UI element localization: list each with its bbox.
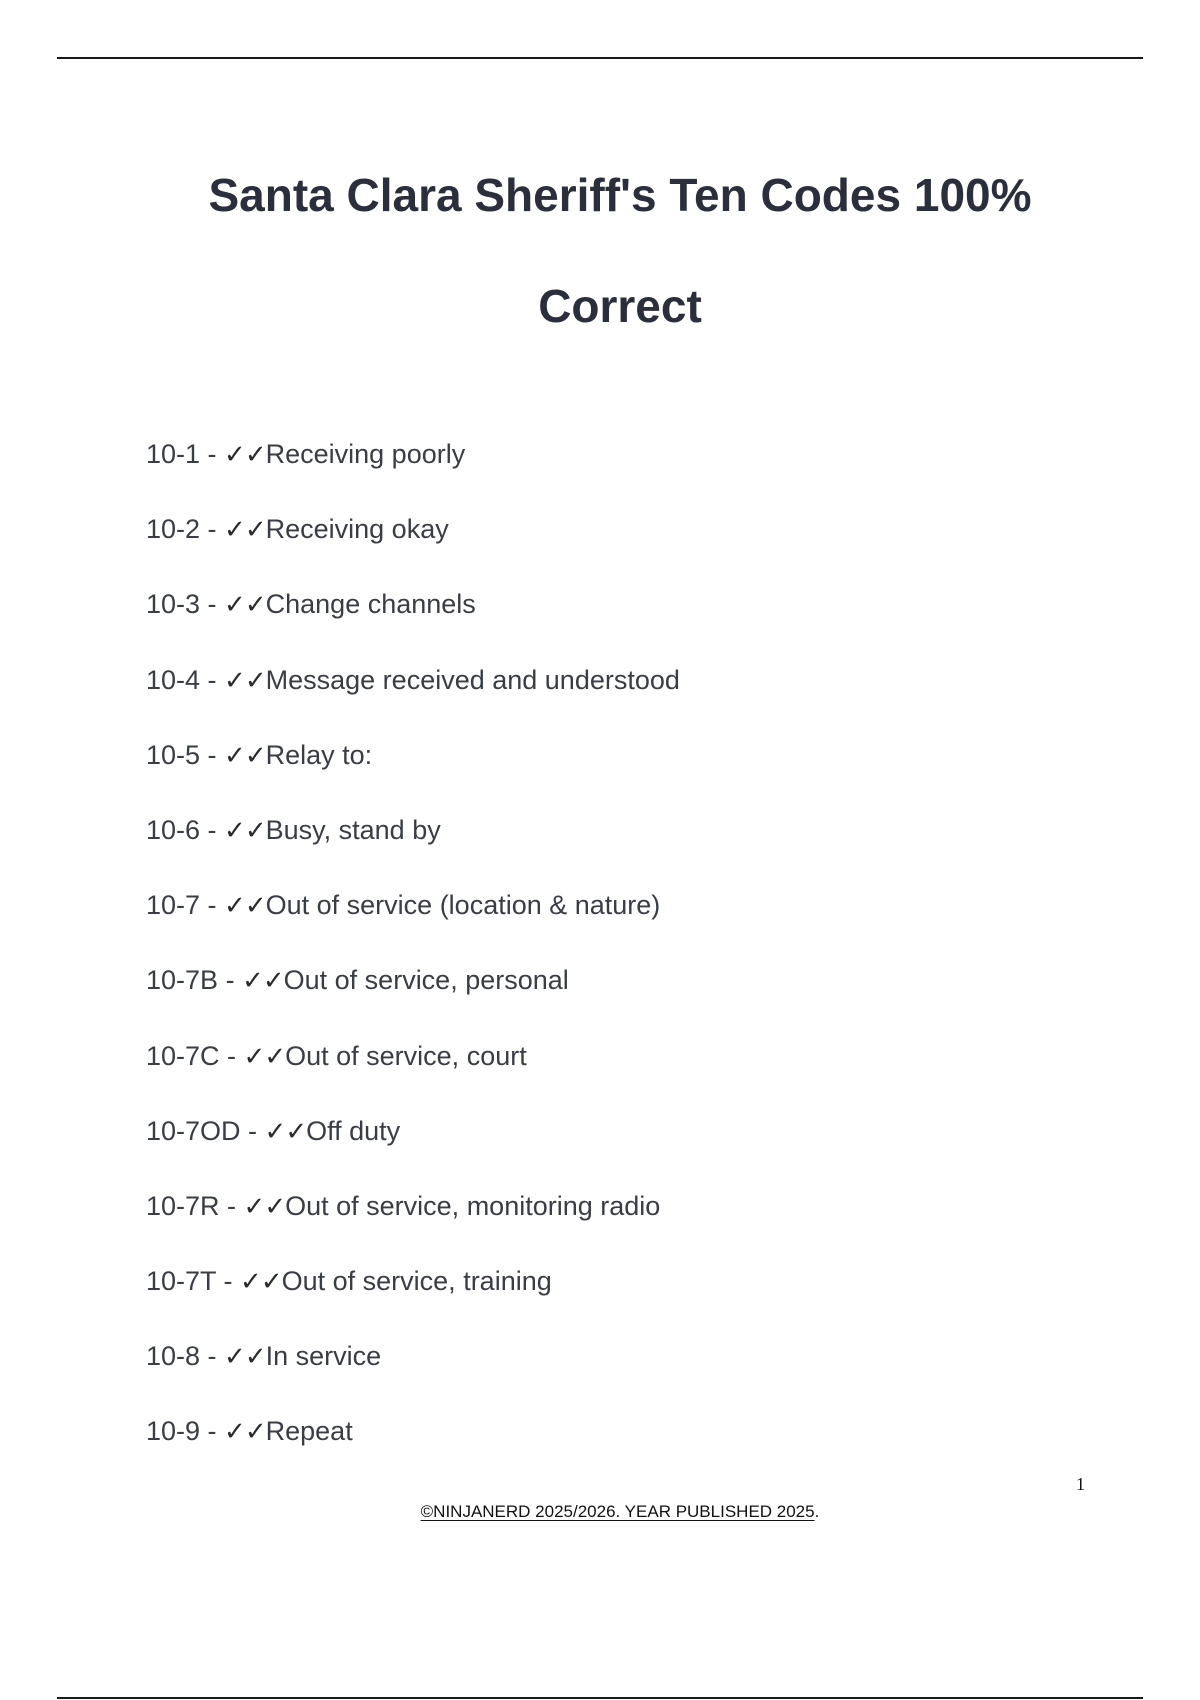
title-line-1: Santa Clara Sheriff's Ten Codes 100% bbox=[208, 169, 1032, 221]
code-number: 10-6 bbox=[146, 814, 201, 845]
top-rule bbox=[57, 57, 1143, 59]
code-list-item: 10-1 - ✓✓Receiving poorly bbox=[146, 439, 466, 470]
code-meaning: Out of service, personal bbox=[283, 965, 569, 996]
code-meaning: Receiving poorly bbox=[265, 439, 466, 469]
code-number: 10-8 bbox=[146, 1341, 201, 1372]
code-list-item: 10-4 - ✓✓Message received and understood bbox=[146, 664, 680, 696]
double-check-icon: ✓✓ bbox=[224, 665, 266, 696]
code-meaning: Relay to: bbox=[265, 739, 373, 770]
double-check-icon: ✓✓ bbox=[243, 1041, 286, 1072]
code-list-item: 10-9 - ✓✓Repeat bbox=[146, 1416, 353, 1448]
code-list-item: 10-7T - ✓✓Out of service, training bbox=[146, 1266, 552, 1298]
code-number: 10-7B bbox=[146, 965, 219, 996]
copyright-text: ©NINJANERD 2025/2026. YEAR PUBLISHED 2025 bbox=[420, 1502, 815, 1521]
code-list-item: 10-2 - ✓✓Receiving okay bbox=[146, 514, 449, 546]
code-number: 10-7 bbox=[146, 890, 201, 921]
code-number: 10-3 bbox=[146, 589, 201, 620]
double-check-icon: ✓✓ bbox=[224, 1417, 266, 1448]
code-number: 10-7T bbox=[146, 1266, 217, 1297]
code-number: 10-7OD bbox=[146, 1115, 241, 1146]
code-list-item: 10-7C - ✓✓Out of service, court bbox=[146, 1040, 527, 1072]
double-check-icon: ✓✓ bbox=[224, 740, 266, 771]
code-meaning: In service bbox=[265, 1341, 382, 1372]
code-meaning: Out of service, court bbox=[285, 1040, 527, 1071]
code-list-item: 10-7 - ✓✓Out of service (location & nature) bbox=[146, 890, 661, 922]
double-check-icon: ✓✓ bbox=[243, 1191, 286, 1222]
code-number: 10-2 bbox=[146, 514, 201, 545]
ten-code-list bbox=[146, 432, 680, 1485]
double-check-icon: ✓✓ bbox=[224, 440, 266, 470]
double-check-icon: ✓✓ bbox=[224, 1342, 266, 1373]
double-check-icon: ✓✓ bbox=[242, 966, 284, 997]
code-meaning: Out of service (location & nature) bbox=[265, 890, 661, 921]
code-number: 10-4 bbox=[146, 664, 201, 695]
code-list-item: 10-8 - ✓✓In service bbox=[146, 1341, 382, 1373]
code-number: 10-7R bbox=[146, 1190, 220, 1221]
code-meaning: Off duty bbox=[306, 1115, 401, 1146]
page-number: 1 bbox=[1076, 1474, 1085, 1494]
title-line-2: Correct bbox=[538, 280, 702, 332]
code-number: 10-5 bbox=[146, 739, 201, 770]
double-check-icon: ✓✓ bbox=[224, 515, 266, 546]
code-meaning: Receiving okay bbox=[265, 514, 449, 545]
bottom-rule bbox=[57, 1697, 1143, 1699]
code-list-item: 10-7R - ✓✓Out of service, monitoring radio bbox=[146, 1190, 661, 1222]
double-check-icon: ✓✓ bbox=[224, 815, 266, 846]
code-meaning: Out of service, monitoring radio bbox=[285, 1190, 661, 1221]
document-title bbox=[0, 140, 1200, 362]
double-check-icon: ✓✓ bbox=[264, 1116, 307, 1147]
code-list-item: 10-7B - ✓✓Out of service, personal bbox=[146, 965, 569, 997]
code-meaning: Repeat bbox=[265, 1416, 353, 1447]
code-meaning: Message received and understood bbox=[265, 664, 680, 695]
double-check-icon: ✓✓ bbox=[224, 891, 266, 922]
code-list-item: 10-7OD - ✓✓Off duty bbox=[146, 1115, 401, 1147]
code-meaning: Busy, stand by bbox=[265, 814, 441, 845]
copyright-footer bbox=[0, 1502, 1200, 1522]
code-list-item: 10-3 - ✓✓Change channels bbox=[146, 589, 476, 621]
code-meaning: Change channels bbox=[265, 589, 476, 620]
footer-period: . bbox=[814, 1502, 820, 1521]
code-list-item: 10-6 - ✓✓Busy, stand by bbox=[146, 814, 441, 846]
double-check-icon: ✓✓ bbox=[224, 590, 266, 621]
code-number: 10-9 bbox=[146, 1416, 201, 1447]
double-check-icon: ✓✓ bbox=[240, 1267, 282, 1298]
code-number: 10-1 bbox=[146, 439, 201, 469]
code-number: 10-7C bbox=[146, 1040, 220, 1071]
code-list-item: 10-5 - ✓✓Relay to: bbox=[146, 739, 373, 771]
code-meaning: Out of service, training bbox=[281, 1266, 552, 1297]
